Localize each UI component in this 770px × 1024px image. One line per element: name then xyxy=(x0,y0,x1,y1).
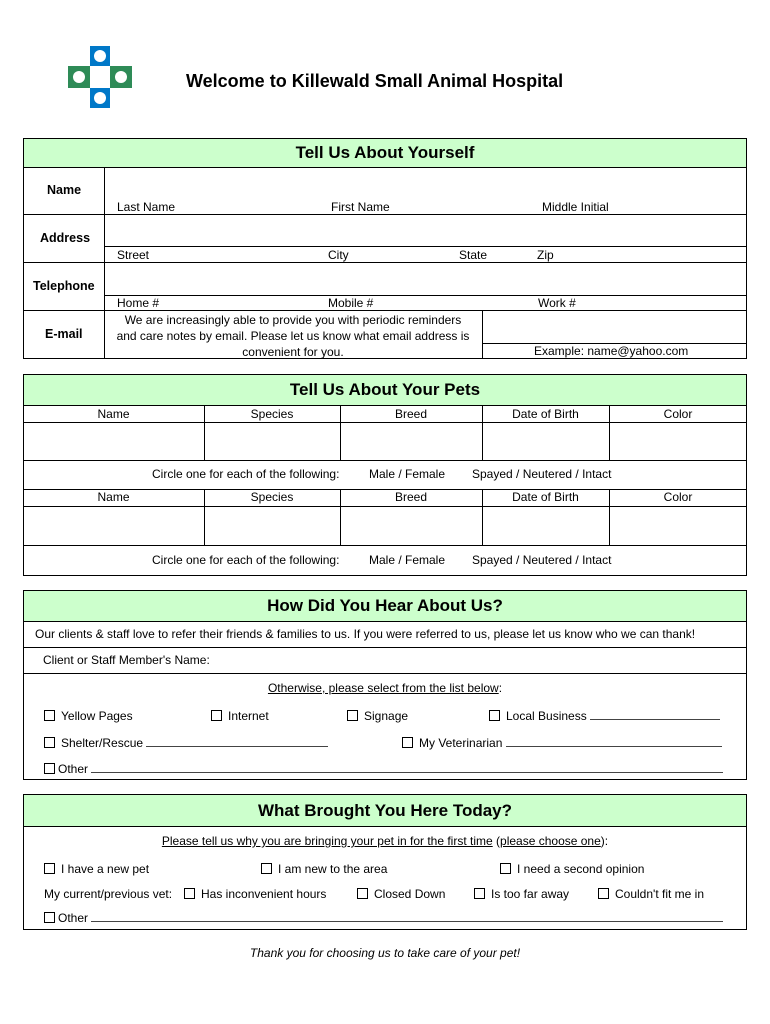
reason-prompt: Please tell us why you are bringing your pet in for the first time (please choose one): xyxy=(161,834,609,848)
pet1-species-header: Species xyxy=(250,407,294,421)
section-heading-about-yourself: Tell Us About Yourself xyxy=(23,138,747,168)
last-name-caption: Last Name xyxy=(117,200,176,214)
first-name-caption: First Name xyxy=(331,200,390,214)
pet2-status-options[interactable]: Spayed / Neutered / Intact xyxy=(472,553,612,567)
option-other-hear[interactable]: Other xyxy=(44,762,723,776)
pet1-name-field[interactable] xyxy=(24,423,204,459)
street-caption: Street xyxy=(117,248,150,262)
pet1-sex-options[interactable]: Male / Female xyxy=(369,467,446,481)
zip-caption: Zip xyxy=(537,248,554,262)
work-phone-caption: Work # xyxy=(538,296,576,310)
option-new-pet[interactable]: I have a new pet xyxy=(44,862,149,876)
checkbox-icon[interactable] xyxy=(261,863,272,874)
checkbox-icon[interactable] xyxy=(598,888,609,899)
pet2-dob-field[interactable] xyxy=(483,507,609,544)
checkbox-icon[interactable] xyxy=(44,737,55,748)
pet2-species-field[interactable] xyxy=(205,507,340,544)
address-label: Address xyxy=(40,231,91,245)
checkbox-icon[interactable] xyxy=(44,863,55,874)
local-business-blank[interactable] xyxy=(590,719,720,720)
page-title: Welcome to Killewald Small Animal Hospital xyxy=(186,71,564,91)
section-heading-reason: What Brought You Here Today? xyxy=(23,794,747,827)
pet1-dob-header: Date of Birth xyxy=(512,407,579,421)
referrer-field[interactable] xyxy=(225,649,745,671)
pet1-breed-header: Breed xyxy=(394,407,428,421)
email-field[interactable] xyxy=(483,311,746,342)
option-couldnt-fit[interactable]: Couldn't fit me in xyxy=(598,887,704,901)
my-veterinarian-blank[interactable] xyxy=(506,746,722,747)
pet1-color-field[interactable] xyxy=(610,423,746,459)
other-reason-blank[interactable] xyxy=(91,921,723,922)
pet2-dob-header: Date of Birth xyxy=(512,490,579,504)
email-label: E-mail xyxy=(45,327,83,341)
pet1-name-header: Name xyxy=(97,407,130,421)
telephone-label: Telephone xyxy=(33,279,95,293)
pet2-name-field[interactable] xyxy=(24,507,204,544)
city-caption: City xyxy=(328,248,349,262)
option-yellow-pages[interactable]: Yellow Pages xyxy=(44,709,133,723)
pet1-dob-field[interactable] xyxy=(483,423,609,459)
name-field[interactable] xyxy=(105,168,745,198)
other-hear-blank[interactable] xyxy=(91,772,723,773)
checkbox-icon[interactable] xyxy=(500,863,511,874)
pet2-breed-field[interactable] xyxy=(341,507,482,544)
option-other-reason[interactable]: Other xyxy=(44,911,723,925)
checkbox-icon[interactable] xyxy=(357,888,368,899)
pet2-color-field[interactable] xyxy=(610,507,746,544)
checkbox-icon[interactable] xyxy=(402,737,413,748)
option-too-far[interactable]: Is too far away xyxy=(474,887,569,901)
pet2-breed-header: Breed xyxy=(394,490,428,504)
option-inconvenient-hours[interactable]: Has inconvenient hours xyxy=(184,887,326,901)
telephone-field[interactable] xyxy=(105,264,745,294)
shelter-rescue-blank[interactable] xyxy=(146,746,328,747)
option-new-to-area[interactable]: I am new to the area xyxy=(261,862,387,876)
name-label: Name xyxy=(47,183,82,197)
mobile-phone-caption: Mobile # xyxy=(328,296,374,310)
option-closed-down[interactable]: Closed Down xyxy=(357,887,445,901)
pet1-color-header: Color xyxy=(663,407,693,421)
pet1-species-field[interactable] xyxy=(205,423,340,459)
email-note: We are increasingly able to provide you with periodic reminders and care notes by email. Please let us know what email address is convenient for you. xyxy=(116,313,470,359)
pet1-status-options[interactable]: Spayed / Neutered / Intact xyxy=(472,467,612,481)
option-local-business[interactable]: Local Business xyxy=(489,709,720,723)
pet1-circle-instruction: Circle one for each of the following: xyxy=(152,467,340,481)
animal-cross-logo-icon xyxy=(66,44,134,110)
address-field[interactable] xyxy=(105,216,745,244)
pet2-color-header: Color xyxy=(663,490,693,504)
option-internet[interactable]: Internet xyxy=(211,709,269,723)
select-prompt: Otherwise, please select from the list below: xyxy=(267,681,503,695)
checkbox-icon[interactable] xyxy=(489,710,500,721)
email-example: Example: name@yahoo.com xyxy=(534,344,689,358)
checkbox-icon[interactable] xyxy=(44,710,55,721)
option-second-opinion[interactable]: I need a second opinion xyxy=(500,862,644,876)
referrer-label: Client or Staff Member's Name: xyxy=(43,653,210,667)
pet2-sex-options[interactable]: Male / Female xyxy=(369,553,446,567)
hear-intro: Our clients & staff love to refer their friends & families to us. If you were referred to us, please let us know who we can thank! xyxy=(35,627,696,641)
option-signage[interactable]: Signage xyxy=(347,709,408,723)
home-phone-caption: Home # xyxy=(117,296,160,310)
section-heading-hear: How Did You Hear About Us? xyxy=(23,590,747,622)
pet2-species-header: Species xyxy=(250,490,294,504)
pet2-circle-instruction: Circle one for each of the following: xyxy=(152,553,340,567)
checkbox-icon[interactable] xyxy=(184,888,195,899)
state-caption: State xyxy=(459,248,488,262)
pet2-name-header: Name xyxy=(97,490,130,504)
checkbox-icon[interactable] xyxy=(347,710,358,721)
hear-table xyxy=(23,621,747,780)
option-my-veterinarian[interactable]: My Veterinarian xyxy=(402,736,722,750)
checkbox-icon[interactable] xyxy=(474,888,485,899)
pet1-breed-field[interactable] xyxy=(341,423,482,459)
footer-thanks: Thank you for choosing us to take care of your pet! xyxy=(249,946,521,960)
vet-label: My current/previous vet: xyxy=(44,887,173,901)
middle-initial-caption: Middle Initial xyxy=(542,200,609,214)
checkbox-icon[interactable] xyxy=(211,710,222,721)
checkbox-icon[interactable] xyxy=(44,912,55,923)
option-shelter-rescue[interactable]: Shelter/Rescue xyxy=(44,736,328,750)
checkbox-icon[interactable] xyxy=(44,763,55,774)
section-heading-pets: Tell Us About Your Pets xyxy=(23,374,747,406)
